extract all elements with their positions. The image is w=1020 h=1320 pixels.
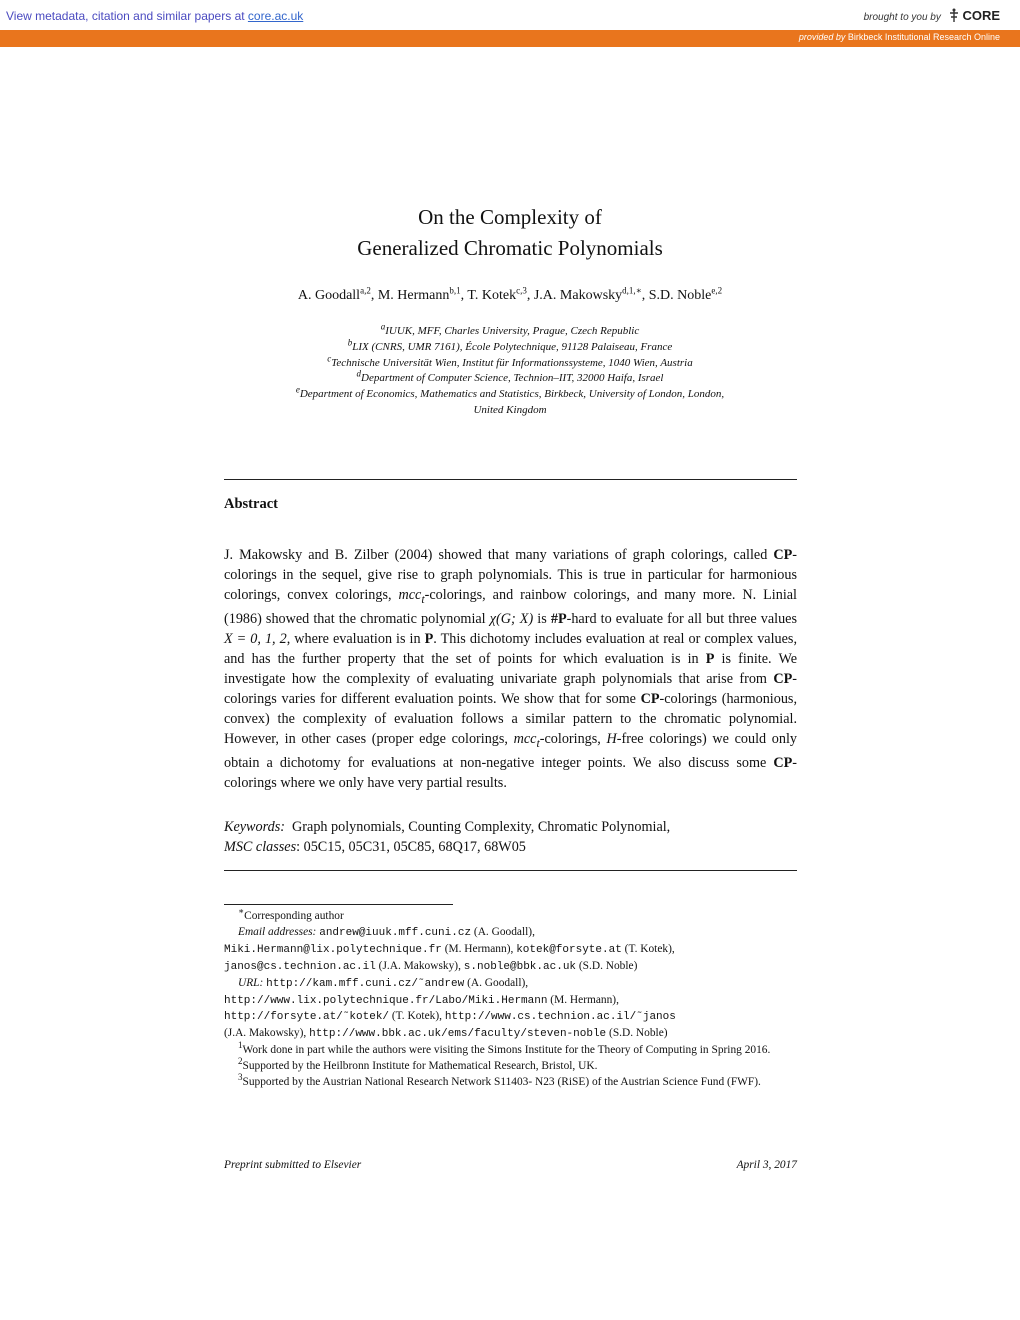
url-link[interactable]: http://forsyte.at/˜kotek/	[224, 1011, 390, 1024]
affiliation: $^b$LIX (CNRS, UMR 7161), École Polytechnique, 91128 Palaiseau, France	[347, 337, 673, 353]
top-rule	[224, 479, 797, 480]
affiliation: $^d$Department of Computer Science, Technion–IIT, 32000 Haifa, Israel	[356, 368, 664, 385]
email-link[interactable]: andrew@iuuk.mff.cuni.cz	[319, 926, 472, 939]
footnote-1: Work done in part while the authors were visiting the Simons Institute for the Theory of Computing in Spring 2016.	[242, 1044, 771, 1057]
footer-preprint: Preprint submitted to Elsevier	[224, 1159, 362, 1171]
author-sup: d,1,∗	[622, 285, 642, 296]
affiliations	[0, 321, 1020, 419]
math-cp: CP	[773, 547, 793, 563]
math-cp: CP	[640, 690, 660, 707]
abstract-body: J. Makowsky and B. Zilber (2004) showed that many variations of graph colorings, called CP-colorings in the sequel, give rise to graph polynomials. This is true in particular for harmonious colorings, convex colorings, mcc$_t$-colorings, and rainbow colorings, and many more. N. Linial (1986) showed that the chromatic polynomial χ(G; X) is #P-hard to evaluate for all but three values X = 0, 1, 2, where evaluation is in P. This dichotomy includes evaluation at real or complex values, and has the further property that the set of points for which evaluation is in P is finite. We investigate how the complexity of evaluating univariate graph polynomials that arise from CP-colorings varies for different evaluation points. We show that for some CP-colorings (harmonious, convex) the complexity of evaluation follows a similar pattern to the chromatic polynomial. However, in other cases (proper edge colorings, mcc$_t$-colorings, H-free colorings) we could only obtain a dichotomy for evaluations at non-negative integer points. We also discuss some CP-colorings where we only have very partial results.	[224, 547, 798, 791]
affiliation: $^e$Department of Economics, Mathematics and Statistics, Birkbeck, University of London, London,	[295, 384, 725, 401]
provided-by	[799, 32, 1000, 42]
author-sup: b,1	[449, 285, 461, 296]
author-sup: a,2	[360, 285, 371, 296]
core-view-text: View metadata, citation and similar papers at	[6, 9, 248, 23]
core-provided-bar	[0, 30, 1020, 47]
math-p: P	[705, 650, 715, 667]
corresponding-author: Corresponding author	[244, 910, 344, 922]
author: T. Kotek	[467, 288, 517, 303]
core-wordmark[interactable]: CORE	[962, 8, 1000, 24]
footnote-rule	[224, 904, 453, 905]
paper-title	[0, 202, 1020, 264]
math-cp: CP	[773, 670, 793, 687]
core-brought-by	[864, 8, 1000, 27]
math-sharp-p: #P	[550, 610, 567, 627]
url-link[interactable]: http://www.bbk.ac.uk/ems/faculty/steven-noble	[309, 1028, 607, 1041]
keywords-label: Keywords:	[224, 819, 285, 835]
footnotes: ∗Corresponding author Email addresses: andrew@iuuk.mff.cuni.cz (A. Goodall), Miki.Hermann@lix.polytechnique.fr (M. Hermann), kotek@forsyte.at (T. Kotek), janos@cs.technion.ac.il (J.A. Makowsky), s.noble@bbk.ac.uk (S.D. Noble) URL: http://kam.mff.cuni.cz/˜andrew (A. Goodall), http://www.lix.polytechnique.fr/Labo/Miki.Hermann (M. Hermann), http://forsyte.at/˜kotek/ (T. Kotek), http://www.cs.technion.ac.il/˜janos (J.A. Makowsky), http://www.bbk.ac.uk/ems/faculty/steven-noble (S.D. Noble) $^1$Work done in part while the authors were visiting the Simons Institute for the Theory of Computing in Spring 2016. $^2$Supported by the Heilbronn Institute for Mathematical Research, Bristol, UK. $^3$Supported by the Austrian National Research Network S11403- N23 (RiSE) of the Austrian Science Fund (FWF).	[224, 906, 771, 1089]
core-link[interactable]: core.ac.uk	[247, 9, 304, 23]
author: A. Goodall	[297, 288, 361, 303]
provided-name[interactable]: Birkbeck Institutional Research Online	[847, 32, 1000, 42]
title-line-2: Generalized Chromatic Polynomials	[357, 236, 663, 260]
keywords-block	[224, 817, 797, 857]
math-xvals: X = 0, 1, 2	[224, 630, 287, 647]
email-link[interactable]: kotek@forsyte.at	[516, 943, 622, 956]
affiliation: United Kingdom	[473, 403, 547, 416]
brought-text: brought to you by	[863, 12, 941, 24]
keywords: Graph polynomials, Counting Complexity, Chromatic Polynomial,	[292, 819, 671, 835]
math-cp: CP	[773, 754, 793, 771]
provided-prefix: provided by	[798, 32, 846, 42]
author-list: A. Goodall$^{a,2}$, M. Hermann$^{b,1}$, T. Kotek$^{c,3}$, J.A. Makowsky$^{d,1,∗}$, S.D. Noble$^{e,2}$	[297, 285, 723, 303]
core-banner	[0, 0, 1020, 30]
math-mcc: mcc	[513, 730, 537, 747]
author-sup: c,3	[516, 285, 527, 296]
core-logo-icon	[948, 8, 960, 27]
math-h: H	[606, 730, 617, 747]
msc-label: MSC classes	[224, 839, 297, 855]
url-link[interactable]: http://www.cs.technion.ac.il/˜janos	[444, 1011, 676, 1024]
math-p: P	[424, 630, 434, 647]
core-view-metadata	[6, 9, 303, 23]
footnote-2: Supported by the Heilbronn Institute for Mathematical Research, Bristol, UK.	[242, 1060, 598, 1073]
msc-classes: : 05C15, 05C31, 05C85, 68Q17, 68W05	[296, 839, 526, 855]
email-link[interactable]: janos@cs.technion.ac.il	[224, 960, 376, 973]
author: S.D. Noble	[648, 288, 712, 303]
author-sup: e,2	[711, 285, 723, 296]
math-chi: χ(G; X)	[489, 610, 534, 627]
author: J.A. Makowsky	[533, 288, 623, 303]
title-line-1: On the Complexity of	[418, 205, 602, 229]
author: M. Hermann	[377, 288, 450, 303]
url-link[interactable]: http://kam.mff.cuni.cz/˜andrew	[266, 977, 465, 990]
footer-date: April 3, 2017	[736, 1159, 797, 1171]
affiliation: $^a$IUUK, MFF, Charles University, Prague, Czech Republic	[380, 321, 640, 337]
footnote-3: Supported by the Austrian National Research Network S11403- N23 (RiSE) of the Austrian Science Fund (FWF).	[242, 1076, 761, 1089]
url-link[interactable]: http://www.lix.polytechnique.fr/Labo/Miki.Hermann	[224, 994, 548, 1007]
math-mcc: mcc	[398, 587, 422, 603]
affiliation: $^c$Technische Universität Wien, Institut für Informationssysteme, 1040 Wien, Austria	[327, 352, 693, 369]
email-link[interactable]: s.noble@bbk.ac.uk	[463, 960, 577, 973]
abstract-heading: Abstract	[224, 496, 278, 512]
email-link[interactable]: Miki.Hermann@lix.polytechnique.fr	[224, 943, 442, 956]
bottom-rule	[224, 870, 797, 871]
